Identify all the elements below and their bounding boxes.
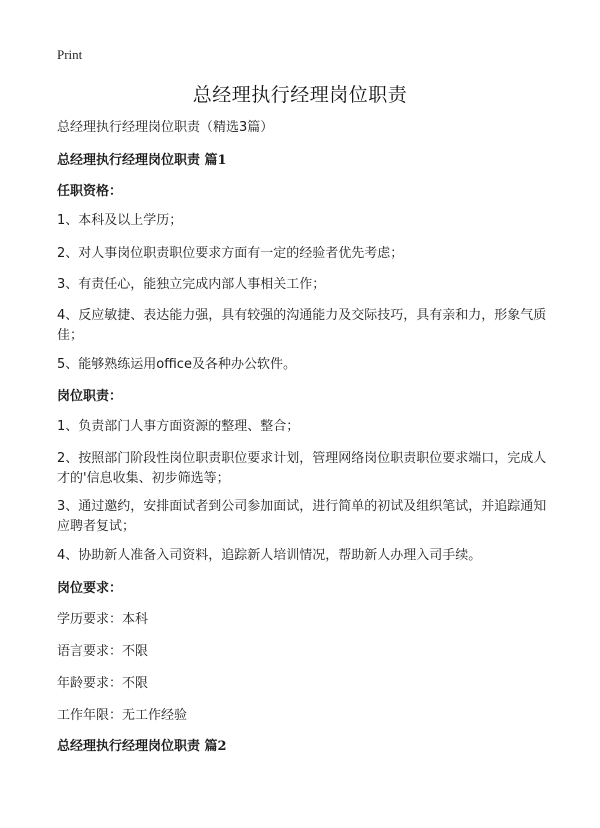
duty-item: 2、按照部门阶段性岗位职责职位要求计划，管理网络岗位职责职位要求端口，完成人才的'信息收集、初步筛选等； [57, 451, 547, 486]
qualification-item: 2、对人事岗位职责职位要求方面有一定的经验者优先考虑； [57, 246, 404, 261]
requirement-item: 工作年限：无工作经验 [57, 708, 188, 723]
section-heading-2: 总经理执行经理岗位职责 篇2 [57, 739, 227, 754]
document-subtitle: 总经理执行经理岗位职责（精选3篇） [57, 120, 274, 135]
qualifications-heading: 任职资格： [57, 184, 123, 199]
duty-item: 3、通过邀约，安排面试者到公司参加面试，进行简单的初试及组织笔试，并追踪通知应聘者复试； [57, 499, 547, 534]
qualification-item: 4、反应敏捷、表达能力强，具有较强的沟通能力及交际技巧，具有亲和力，形象气质佳； [57, 308, 547, 343]
qualification-item: 5、能够熟练运用office及各种办公软件。 [57, 357, 296, 372]
print-label: Print [57, 47, 83, 62]
requirement-item: 学历要求：本科 [57, 612, 149, 627]
document-title: 总经理执行经理岗位职责 [192, 84, 408, 106]
duty-item: 4、协助新人准备入司资料，追踪新人培训情况，帮助新人办理入司手续。 [57, 548, 482, 563]
requirement-item: 语言要求：不限 [57, 644, 149, 659]
duties-heading: 岗位职责： [57, 389, 123, 404]
section-heading-1: 总经理执行经理岗位职责 篇1 [57, 153, 227, 168]
requirement-item: 年龄要求：不限 [57, 676, 149, 691]
requirements-heading: 岗位要求： [57, 581, 123, 596]
qualification-item: 1、本科及以上学历； [57, 213, 183, 228]
duty-item: 1、负责部门人事方面资源的整理、整合； [57, 419, 300, 434]
qualification-item: 3、有责任心，能独立完成内部人事相关工作； [57, 277, 326, 292]
